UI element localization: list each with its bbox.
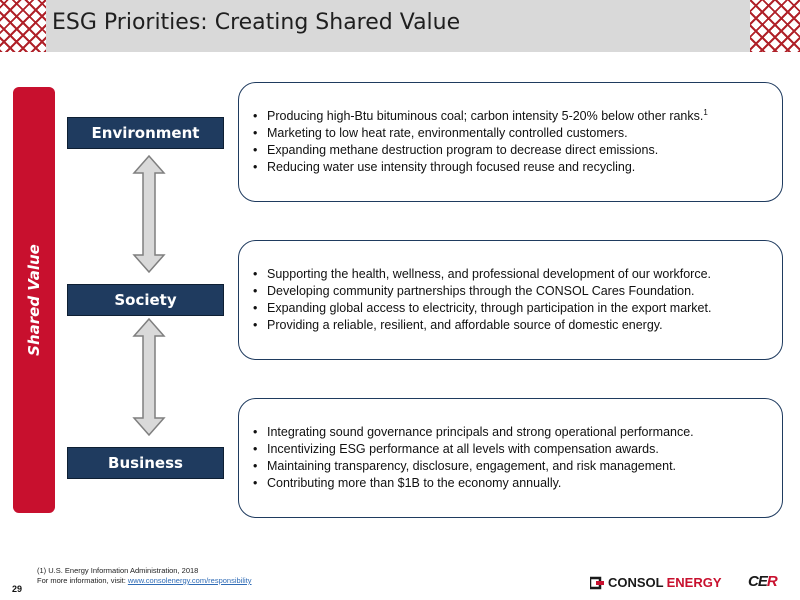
footnote-more-info: For more information, visit: www.consolenergy.com/responsibility xyxy=(37,576,252,585)
consol-mark-icon xyxy=(590,576,604,590)
bullet-item: • Incentivizing ESG performance at all levels with compensation awards. xyxy=(251,441,694,458)
consol-energy-logo: CONSOL ENERGY xyxy=(590,575,722,590)
footnote-source: (1) U.S. Energy Information Administration, 2018 xyxy=(37,566,199,575)
footnote-marker: 1 xyxy=(703,107,708,117)
ceir-logo: CER xyxy=(748,573,777,590)
double-arrow-environment-society xyxy=(132,155,166,273)
bullet-item: • Reducing water use intensity through focused reuse and recycling. xyxy=(251,159,708,176)
shared-value-label: Shared Value xyxy=(25,244,43,356)
environment-card xyxy=(238,82,783,202)
corner-pattern-right xyxy=(750,0,800,52)
society-card xyxy=(238,240,783,360)
footnotes xyxy=(37,566,252,586)
slide-title: ESG Priorities: Creating Shared Value xyxy=(52,10,461,35)
bullet-item: • Integrating sound governance principals and strong operational performance. xyxy=(251,424,694,441)
society-box: Society xyxy=(67,284,224,316)
bullet-item: • Supporting the health, wellness, and professional development of our workforce. xyxy=(251,266,711,283)
bullet-item: • Producing high-Btu bituminous coal; carbon intensity 5-20% below other ranks.$^1$ xyxy=(251,108,708,125)
bullet-item: • Developing community partnerships through the CONSOL Cares Foundation. xyxy=(251,283,711,300)
bullet-item: • Providing a reliable, resilient, and affordable source of domestic energy. xyxy=(251,317,711,334)
page-number: 29 xyxy=(12,584,23,594)
double-arrow-society-business xyxy=(132,318,166,436)
bullet-item: • Expanding methane destruction program to decrease direct emissions. xyxy=(251,142,708,159)
business-card xyxy=(238,398,783,518)
business-box: Business xyxy=(67,447,224,479)
responsibility-link[interactable]: www.consolenergy.com/responsibility xyxy=(127,576,252,585)
environment-box: Environment xyxy=(67,117,224,149)
corner-pattern-left xyxy=(0,0,46,52)
bullet-item: • Marketing to low heat rate, environmentally controlled customers. xyxy=(251,125,708,142)
bullet-item: • Expanding global access to electricity, through participation in the export market. xyxy=(251,300,711,317)
shared-value-bar xyxy=(13,87,55,513)
title-bar xyxy=(0,0,800,52)
bullet-item: • Maintaining transparency, disclosure, engagement, and risk management. xyxy=(251,458,694,475)
bullet-item: • Contributing more than $1B to the economy annually. xyxy=(251,475,694,492)
